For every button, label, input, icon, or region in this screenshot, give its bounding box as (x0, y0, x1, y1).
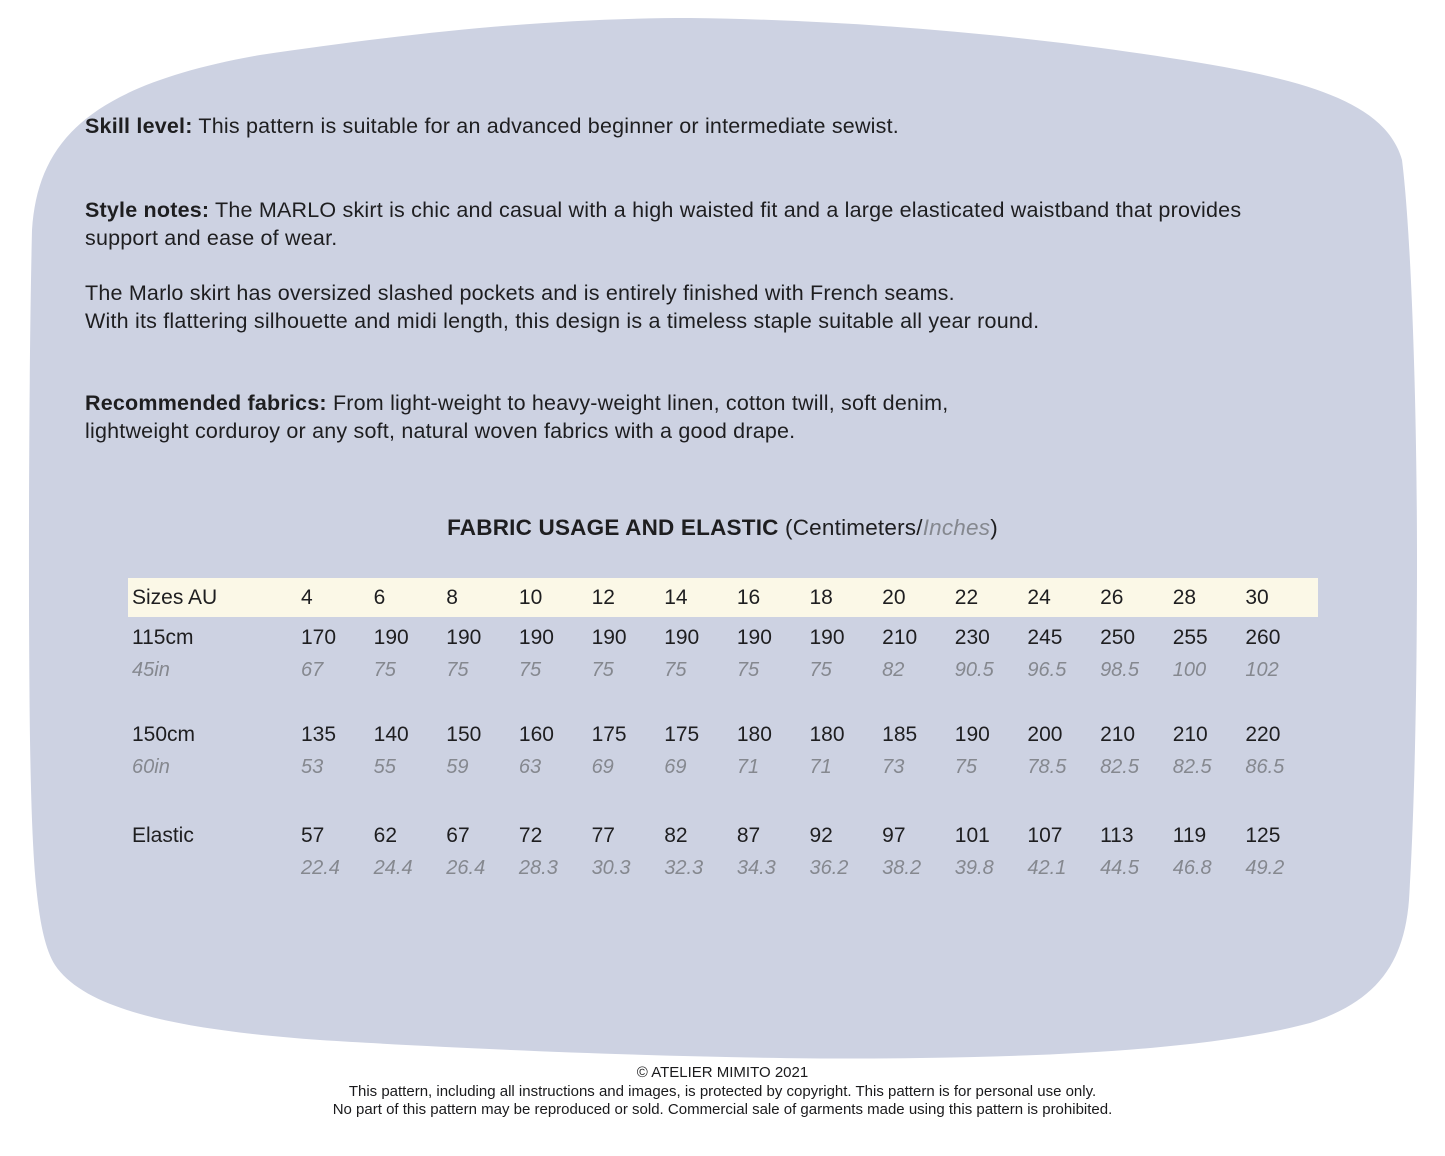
table-cell: 86.5 (1245, 755, 1285, 778)
table-cell: 75 (591, 658, 614, 681)
table-cell: 250 (1100, 626, 1136, 649)
size-header-cell: 8 (446, 585, 458, 609)
table-cell: 255 (1172, 626, 1208, 649)
table-cell: 220 (1245, 723, 1281, 746)
fabrics-text: From light-weight to heavy-weight linen, cotton twill, soft denim, (326, 391, 949, 415)
table-cell: 175 (664, 723, 700, 746)
size-header-cell: 24 (1027, 585, 1051, 609)
table-cell: 180 (736, 723, 772, 746)
style-notes-paragraph (85, 196, 1241, 252)
table-cell: 82.5 (1172, 755, 1212, 778)
table-title (0, 515, 1445, 541)
table-cell: 22.4 (301, 856, 340, 879)
table-cell: 24.4 (373, 856, 413, 879)
table-row-115cm (128, 622, 1318, 654)
table-cell: 96.5 (1027, 658, 1067, 681)
fabrics-line1 (85, 389, 948, 417)
table-cell: 101 (954, 824, 990, 847)
table-cell: 67 (446, 824, 470, 847)
size-header-cell: 22 (954, 585, 979, 609)
table-cell: 78.5 (1027, 755, 1067, 778)
row-values (301, 857, 1318, 880)
table-cell: 75 (954, 755, 978, 778)
table-cell: 82.5 (1100, 755, 1139, 778)
table-cell: 73 (882, 755, 905, 778)
table-cell: 200 (1027, 723, 1063, 746)
skill-level-label: Skill level: (85, 114, 193, 138)
size-header-cell: 16 (736, 585, 761, 609)
table-row-45in (128, 654, 1318, 686)
style-notes-line2: support and ease of wear. (85, 226, 338, 250)
description-paragraph (85, 279, 1039, 335)
table-cell: 210 (882, 626, 918, 649)
table-header-label: Sizes AU (132, 585, 218, 609)
row-label: Elastic (132, 824, 194, 847)
row-values (301, 723, 1318, 747)
table-row-elastic (128, 820, 1318, 852)
footer-line2: This pattern, including all instructions and images, is protected by copyright. This pattern is for personal use only. (348, 1082, 1097, 1100)
table-cell: 150 (446, 723, 482, 746)
fabric-usage-table (128, 578, 1318, 884)
footer-line3: No part of this pattern may be reproduced or sold. Commercial sale of garments made using this pattern is prohibited. (332, 1101, 1113, 1118)
table-cell: 75 (809, 658, 832, 681)
table-cell: 46.8 (1172, 856, 1212, 879)
table-cell: 190 (736, 626, 772, 649)
table-cell: 87 (736, 824, 761, 847)
table-cell: 82 (664, 824, 688, 847)
description-line2: With its flattering silhouette and midi length, this design is a timeless staple suitable all year round. (85, 309, 1040, 333)
table-cell: 75 (518, 658, 542, 681)
table-cell: 69 (591, 755, 614, 778)
table-cell: 119 (1172, 824, 1207, 847)
size-header-cell: 26 (1100, 585, 1124, 609)
table-cell: 190 (518, 626, 554, 649)
table-title-bold: FABRIC USAGE AND ELASTIC (447, 515, 779, 540)
row-label: 45in (132, 658, 170, 681)
table-cell: 53 (301, 755, 324, 778)
table-cell: 69 (664, 755, 687, 778)
row-label: 150cm (132, 723, 196, 746)
table-cell: 38.2 (882, 856, 922, 879)
table-cell: 26.4 (446, 856, 486, 879)
style-notes-label: Style notes: (85, 198, 210, 222)
table-cell: 63 (518, 755, 542, 778)
table-cell: 180 (809, 723, 845, 746)
table-cell: 57 (301, 824, 325, 847)
size-header-cell: 6 (373, 585, 386, 609)
fabrics-label: Recommended fabrics: (85, 391, 327, 415)
table-cell: 39.8 (954, 856, 994, 879)
row-label: 60in (132, 755, 170, 778)
table-cell: 28.3 (518, 856, 558, 879)
table-cell: 100 (1172, 658, 1207, 681)
table-title-units-prefix: (Centimeters/ (778, 515, 923, 540)
table-cell: 71 (736, 755, 760, 778)
table-cell: 36.2 (809, 856, 849, 879)
table-cell: 260 (1245, 626, 1281, 649)
row-label: 115cm (132, 626, 194, 649)
table-cell: 190 (664, 626, 700, 649)
size-header-cell: 14 (664, 585, 688, 609)
table-cell: 190 (446, 626, 482, 649)
table-title-units-suffix: ) (990, 515, 998, 540)
table-title-units-italic: Inches (922, 515, 991, 540)
table-cell: 210 (1172, 723, 1208, 746)
table-row-elastic-inches (128, 852, 1318, 884)
table-cell: 190 (809, 626, 845, 649)
row-values (301, 626, 1318, 650)
size-header-cell: 10 (518, 585, 543, 609)
table-cell: 32.3 (664, 856, 704, 879)
table-header-row (128, 578, 1318, 617)
table-cell: 55 (373, 755, 396, 778)
table-cell: 59 (446, 755, 469, 778)
table-cell: 75 (736, 658, 760, 681)
table-cell: 190 (373, 626, 409, 649)
row-values (301, 659, 1318, 682)
table-header-sizes (301, 586, 1318, 610)
row-values (301, 824, 1318, 848)
table-cell: 34.3 (736, 856, 776, 879)
size-header-cell: 18 (809, 585, 833, 609)
table-cell: 44.5 (1100, 856, 1139, 879)
table-cell: 30.3 (591, 856, 631, 879)
table-cell: 170 (301, 626, 337, 649)
table-cell: 125 (1245, 824, 1281, 847)
table-cell: 62 (373, 824, 397, 847)
description-line1: The Marlo skirt has oversized slashed pockets and is entirely finished with French seams. (85, 281, 955, 305)
table-row-150cm (128, 719, 1318, 751)
table-cell: 75 (664, 658, 687, 681)
table-cell: 98.5 (1100, 658, 1139, 681)
table-cell: 67 (301, 658, 324, 681)
fabrics-line2: lightweight corduroy or any soft, natural woven fabrics with a good drape. (85, 419, 796, 443)
style-notes-line1 (85, 196, 1241, 224)
table-cell: 160 (518, 723, 554, 746)
table-cell: 82 (882, 658, 905, 681)
recommended-fabrics-paragraph (85, 389, 948, 445)
table-cell: 92 (809, 824, 833, 847)
skill-level-paragraph (85, 112, 899, 140)
table-cell: 72 (518, 824, 543, 847)
table-cell: 71 (809, 755, 832, 778)
table-cell: 102 (1245, 658, 1279, 681)
table-cell: 49.2 (1245, 856, 1285, 879)
size-header-cell: 20 (882, 585, 906, 609)
size-header-cell: 28 (1172, 585, 1197, 609)
table-cell: 230 (954, 626, 990, 649)
skill-level-text: This pattern is suitable for an advanced beginner or intermediate sewist. (192, 114, 899, 138)
table-cell: 245 (1027, 626, 1063, 649)
table-cell: 75 (373, 658, 396, 681)
table-cell: 42.1 (1027, 856, 1067, 879)
table-cell: 107 (1027, 824, 1063, 847)
table-cell: 97 (882, 824, 906, 847)
table-cell: 75 (446, 658, 469, 681)
size-header-cell: 12 (591, 585, 615, 609)
size-header-cell: 30 (1245, 585, 1269, 609)
style-notes-text: The MARLO skirt is chic and casual with a high waisted fit and a large elasticated waistband that provides (209, 198, 1242, 222)
row-values (301, 756, 1318, 779)
size-header-cell: 4 (301, 585, 313, 609)
footer-copyright: © ATELIER MIMITO 2021 (636, 1064, 809, 1081)
table-cell: 190 (591, 626, 627, 649)
table-row-60in (128, 751, 1318, 783)
table-cell: 175 (591, 723, 627, 746)
table-cell: 190 (954, 723, 990, 746)
table-cell: 140 (373, 723, 409, 746)
table-cell: 185 (882, 723, 918, 746)
table-cell: 210 (1100, 723, 1136, 746)
table-cell: 90.5 (954, 658, 994, 681)
table-cell: 113 (1100, 824, 1134, 847)
table-cell: 77 (591, 824, 615, 847)
copyright-footer (0, 1064, 1445, 1120)
table-cell: 135 (301, 723, 337, 746)
